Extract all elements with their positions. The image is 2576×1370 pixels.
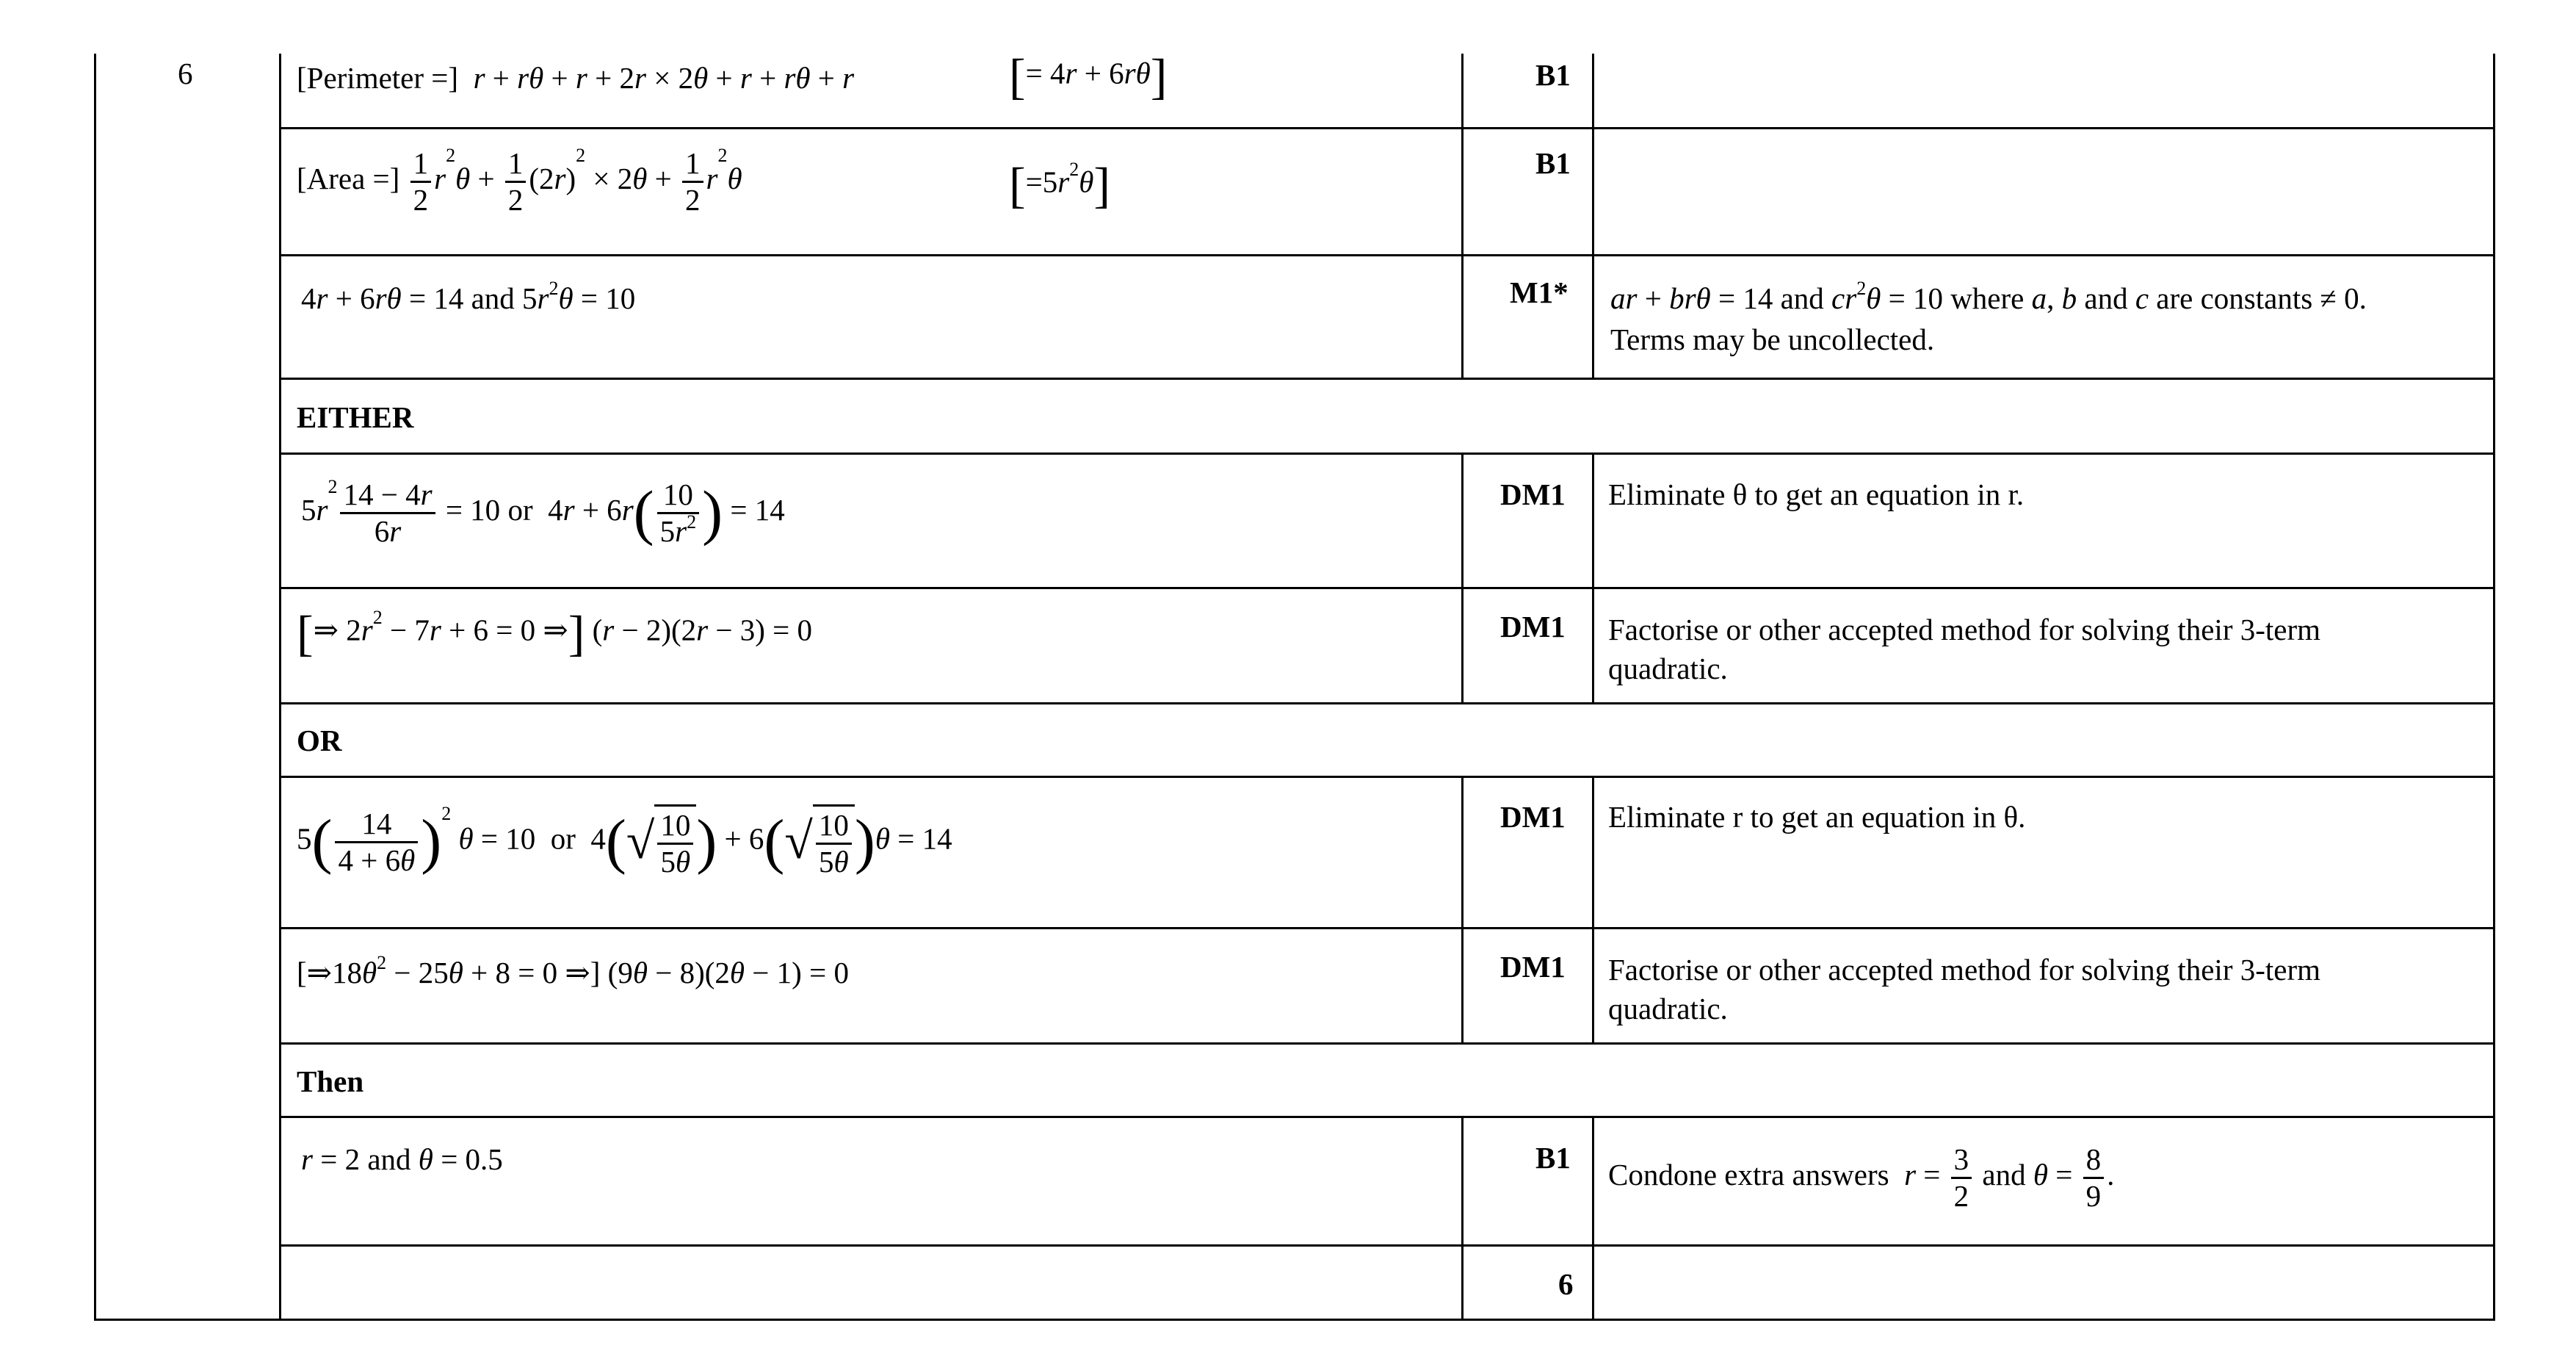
mark-row11: B1 — [1535, 1141, 1571, 1175]
row-divider — [279, 927, 2495, 929]
column-divider-guidance — [1592, 1117, 1594, 1320]
guidance-row5: Eliminate θ to get an equation in r. — [1608, 477, 2025, 511]
answer-final: r = 2 and θ = 0.5 — [301, 1142, 503, 1176]
question-number: 6 — [178, 57, 193, 90]
row-divider — [279, 587, 2495, 589]
guidance-row3-line2: Terms may be uncollected. — [1610, 322, 1935, 356]
row-divider — [279, 378, 2495, 380]
column-divider-guidance — [1592, 54, 1594, 380]
answer-perimeter: [Perimeter =] r + rθ + r + 2r × 2θ + r + rθ + r — [297, 61, 855, 95]
column-divider-guidance — [1592, 777, 1594, 1044]
guidance-row6-line1: Factorise or other accepted method for solving their 3-term — [1608, 613, 2321, 646]
row-divider — [279, 1042, 2495, 1045]
answer-area: [Area =] $\frac{1}{2}$ $r^2\theta$ + $\frac{1}{2}$ $(2r)^2 \times 2\theta$ + $\frac{1}{2}$ $r^2\theta$ — [297, 145, 742, 217]
answer-eliminate-theta: $5r^2$ $\frac{14 - 4r}{6r}$ = 10 or 4r + 6r( $\frac{10}{5r^2}$ ) = 14 — [301, 476, 785, 549]
section-then: Then — [297, 1064, 364, 1098]
row-divider — [279, 254, 2495, 256]
answer-factorise-r: [⇒ $2r^2 - 7r + 6 = 0$ ⇒] (r − 2)(2r − 3) = 0 — [297, 605, 813, 661]
guidance-row3-line1: ar + brθ = 14 and $cr^2\theta = 10$ where a, b and c are constants ≠ 0. — [1610, 278, 2367, 315]
mark-row2: B1 — [1535, 146, 1571, 180]
table-border-bottom — [94, 1319, 2495, 1321]
mark-row3: M1* — [1510, 275, 1569, 309]
row-divider — [279, 776, 2495, 778]
guidance-row9-line1: Factorise or other accepted method for solving their 3-term — [1608, 953, 2321, 987]
guidance-row11: Condone extra answers r = $\frac{3}{2}$ and θ = $\frac{8}{9}$ . — [1608, 1142, 2115, 1214]
answer-equations: 4r + 6rθ = 14 and $5r^2\theta = 10$ — [301, 278, 636, 315]
row-divider — [279, 453, 2495, 455]
column-divider-marks — [1461, 54, 1464, 380]
answer-perimeter-simplified: [= 4r + 6rθ] — [1009, 48, 1168, 104]
mark-row5: DM1 — [1500, 477, 1566, 511]
column-divider-guidance — [1592, 454, 1594, 704]
column-divider-marks — [1461, 1117, 1464, 1320]
section-either: EITHER — [297, 400, 414, 434]
guidance-row9-line2: quadratic. — [1608, 992, 1728, 1025]
mark-row8: DM1 — [1500, 800, 1566, 834]
mark-row9: DM1 — [1500, 950, 1566, 984]
column-divider-marks — [1461, 454, 1464, 704]
row-divider — [279, 1116, 2495, 1118]
row-divider — [279, 127, 2495, 129]
table-border-right — [2493, 54, 2495, 1320]
area-label: [Area =] — [297, 162, 400, 196]
mark-row1: B1 — [1535, 58, 1571, 92]
answer-area-simplified: $[=5r^2\theta]$ — [1009, 157, 1111, 213]
row-divider — [279, 1244, 2495, 1247]
row-divider — [279, 702, 2495, 704]
perimeter-label: [Perimeter =] — [297, 61, 459, 95]
section-or: OR — [297, 724, 342, 757]
answer-factorise-theta: [$\Rightarrow 18\theta^2 - 25\theta + 8 = 0$ ⇒] (9θ − 8)(2θ − 1) = 0 — [297, 952, 849, 989]
and-word: and — [471, 281, 515, 315]
mark-row6: DM1 — [1500, 610, 1566, 643]
guidance-row6-line2: quadratic. — [1608, 652, 1728, 685]
column-divider-marks — [1461, 777, 1464, 1044]
answer-eliminate-r: 5( $\frac{14}{4 + 6\theta}$ )$^2$ θ = 10 or 4(√ $\frac{10}{5\theta}$ ) + 6(√ $\frac{10}{5\theta}$ )θ = 14 — [297, 803, 952, 879]
table-border-left — [94, 54, 96, 1320]
column-divider-answer — [279, 54, 281, 1320]
mark-total: 6 — [1558, 1267, 1574, 1301]
guidance-row8: Eliminate r to get an equation in θ. — [1608, 800, 2026, 834]
